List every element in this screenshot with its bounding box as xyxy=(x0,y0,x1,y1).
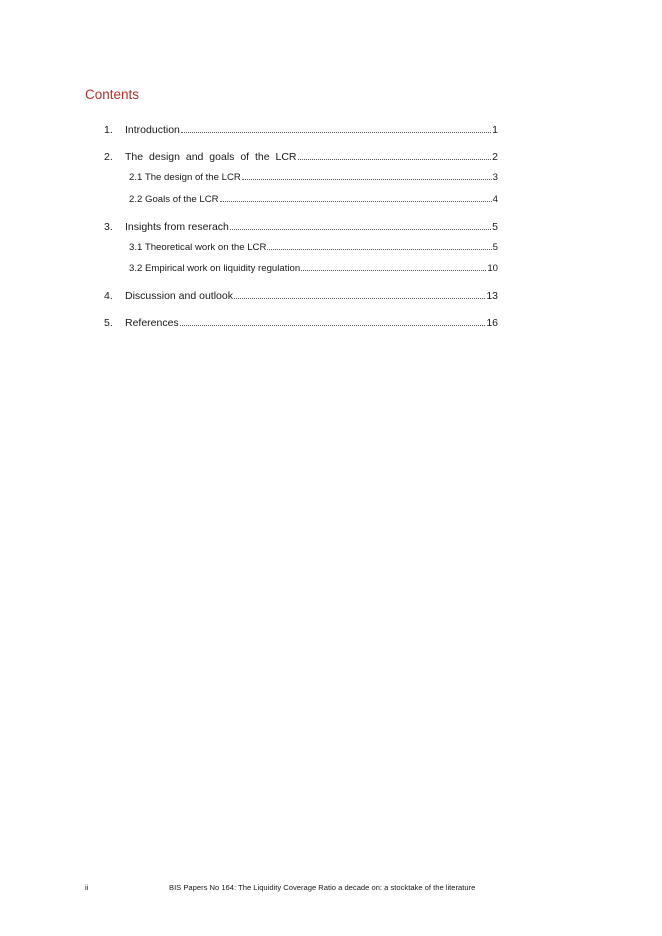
toc-entry-design-and-goals[interactable] xyxy=(104,151,498,163)
toc-entry-page: 3 xyxy=(492,172,498,183)
toc-subentry-theoretical[interactable] xyxy=(129,242,498,253)
contents-heading: Contents xyxy=(85,87,140,102)
toc-entry-number: 4. xyxy=(104,290,113,302)
toc-subentry-goals[interactable] xyxy=(129,194,498,205)
toc-entry-number: 1. xyxy=(104,124,113,136)
toc-entry-label: 2.1 The design of the LCR xyxy=(129,172,241,183)
footer-publication-title: BIS Papers No 164: The Liquidity Coverage Ratio a decade on: a stocktake of the literature xyxy=(169,883,476,892)
toc-dot-leader xyxy=(181,132,491,133)
toc-entry-insights[interactable] xyxy=(104,221,498,233)
toc-dot-leader xyxy=(242,179,492,180)
toc-entry-label: Discussion and outlook xyxy=(125,290,233,302)
toc-entry-discussion[interactable] xyxy=(104,290,498,302)
toc-dot-leader xyxy=(234,298,485,299)
toc-entry-label: The design and goals of the LCR xyxy=(125,151,297,163)
toc-dot-leader xyxy=(180,325,486,326)
toc-dot-leader xyxy=(301,270,486,271)
toc-subentry-design[interactable] xyxy=(129,172,498,183)
toc-entry-page: 2 xyxy=(492,151,498,163)
toc-entry-page: 10 xyxy=(487,263,498,274)
toc-entry-label: Insights from reserach xyxy=(125,221,229,233)
toc-dot-leader xyxy=(230,229,491,230)
toc-entry-number: 2. xyxy=(104,151,113,163)
toc-entry-number: 3. xyxy=(104,221,113,233)
toc-entry-label: 3.1 Theoretical work on the LCR xyxy=(129,242,267,253)
toc-entry-page: 5 xyxy=(492,221,498,233)
toc-entry-label: References xyxy=(125,317,179,329)
toc-dot-leader xyxy=(220,201,492,202)
toc-entry-references[interactable] xyxy=(104,317,498,329)
toc-entry-label: 3.2 Empirical work on liquidity regulation xyxy=(129,263,301,274)
toc-entry-page: 1 xyxy=(492,124,498,136)
toc-entry-page: 5 xyxy=(492,242,498,253)
toc-subentry-empirical[interactable] xyxy=(129,263,498,274)
toc-entry-page: 13 xyxy=(486,290,498,302)
footer-page-number: ii xyxy=(85,883,89,892)
toc-dot-leader xyxy=(267,249,491,250)
toc-entry-label: 2.2 Goals of the LCR xyxy=(129,194,219,205)
toc-entry-page: 4 xyxy=(492,194,498,205)
toc-entry-number: 5. xyxy=(104,317,113,329)
toc-entry-introduction[interactable] xyxy=(104,124,498,136)
toc-entry-page: 16 xyxy=(486,317,498,329)
toc-entry-label: Introduction xyxy=(125,124,180,136)
toc-dot-leader xyxy=(298,159,492,160)
